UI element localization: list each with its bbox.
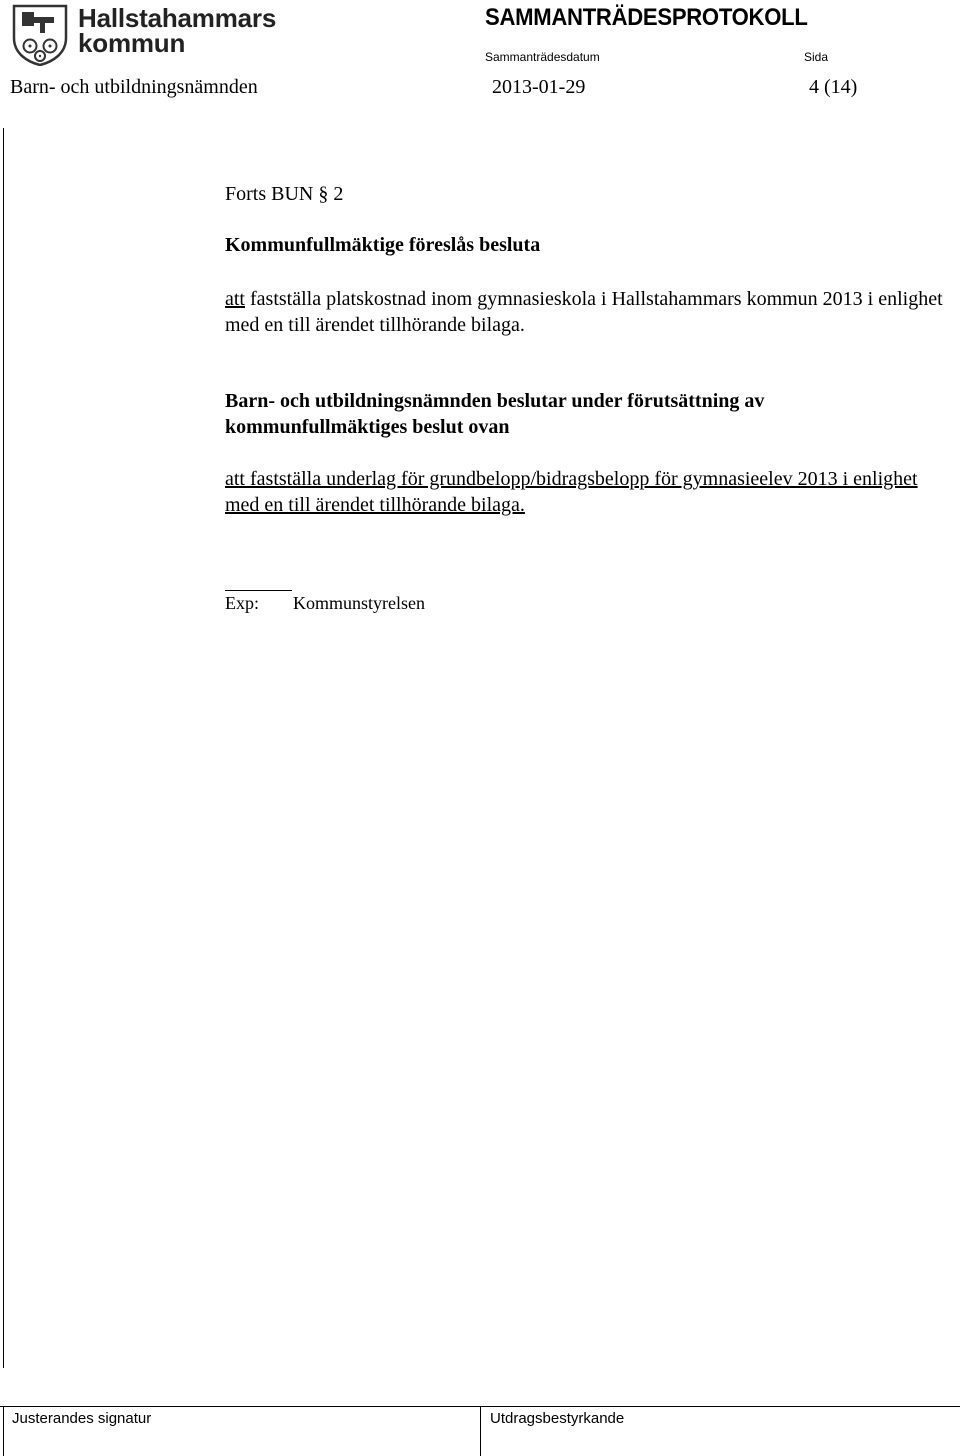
extract-certification-label: Utdragsbestyrkande [490, 1410, 625, 1427]
logo-line-1: Hallstahammars [78, 3, 277, 33]
signature-label: Justerandes signatur [12, 1410, 152, 1427]
decision-paragraph [225, 466, 945, 518]
decision-text: fastställa underlag för grundbelopp/bidragsbelopp för gymnasieelev 2013 i enlighet med en till ärendet tillhörande bilaga. [225, 468, 918, 516]
margin-rule [3, 128, 4, 1368]
exp-label: Exp: [225, 593, 259, 613]
proposal-heading: Kommunfullmäktige föreslås besluta [225, 234, 541, 256]
meeting-date-label: Sammanträdesdatum [485, 50, 600, 64]
decision-att-keyword: att [225, 468, 245, 490]
document-type-title: SAMMANTRÄDESPROTOKOLL [485, 4, 808, 31]
footer-middle-border [480, 1406, 481, 1456]
footer-left-border [3, 1406, 4, 1456]
coat-of-arms-icon [10, 4, 74, 66]
page-label: Sida [804, 50, 829, 64]
committee-name: Barn- och utbildningsnämnden [10, 76, 258, 98]
proposal-att-keyword: att [225, 288, 245, 310]
exp-recipient: Kommunstyrelsen [293, 593, 425, 613]
meeting-date: 2013-01-29 [492, 76, 586, 98]
proposal-paragraph [225, 286, 945, 338]
decision-heading: Barn- och utbildningsnämnden beslutar under förutsättning av kommunfullmäktiges beslut ovan [225, 390, 765, 438]
proposal-text: fastställa platskostnad inom gymnasieskola i Hallstahammars kommun 2013 i enlighet med en till ärendet tillhörande bilaga. [225, 288, 943, 336]
page-number: 4 (14) [809, 76, 858, 98]
logo-wordmark [78, 3, 277, 58]
section-continuation-heading: Forts BUN § 2 [225, 183, 344, 205]
logo-line-2: kommun [78, 28, 186, 58]
exp-divider [225, 590, 292, 591]
